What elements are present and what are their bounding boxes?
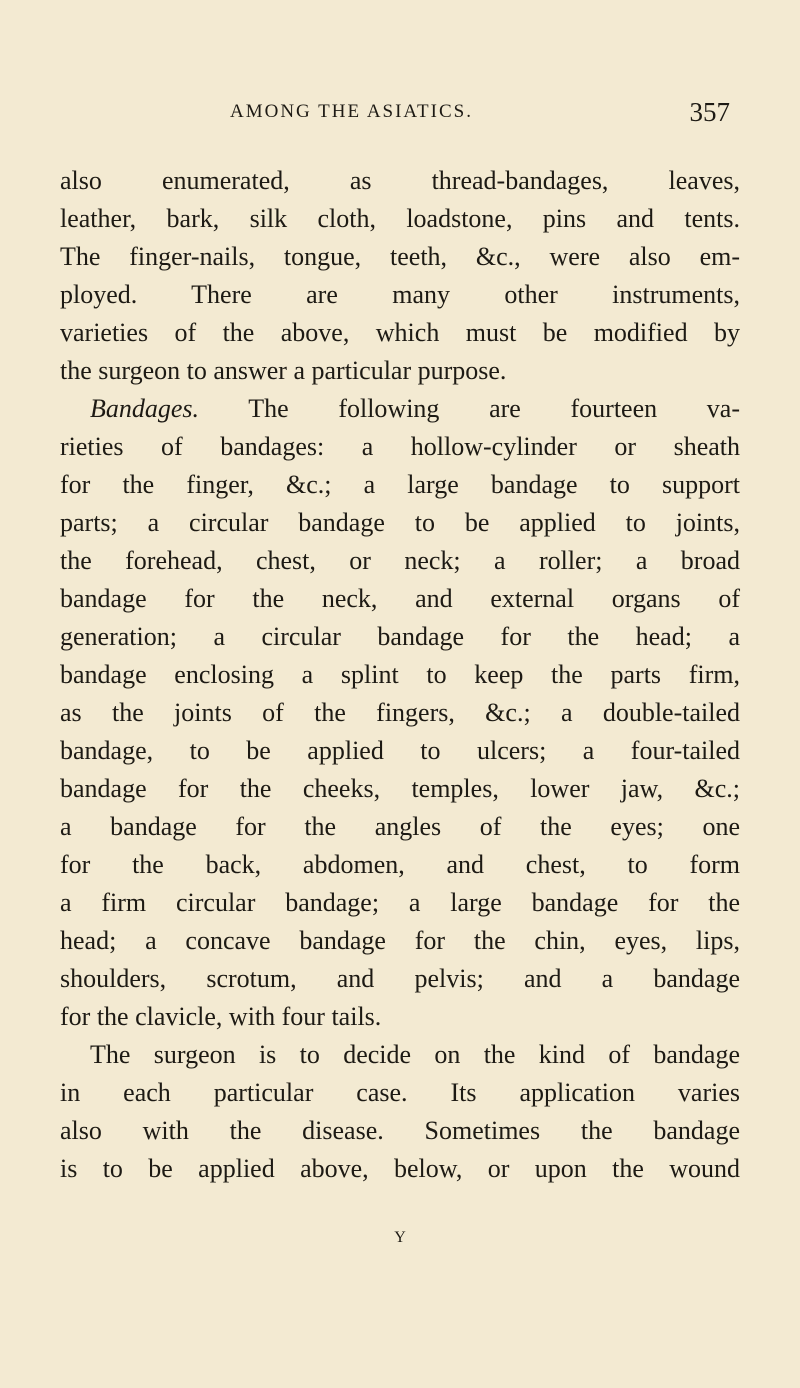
text-line: leather, bark, silk cloth, loadstone, pins and tents. <box>60 204 740 233</box>
page-header <box>200 92 730 132</box>
text-line: head; a concave bandage for the chin, eyes, lips, <box>60 926 740 955</box>
text-line: bandage, to be applied to ulcers; a four-tailed <box>60 736 740 765</box>
text-line: bandage for the cheeks, temples, lower jaw, &c.; <box>60 774 740 803</box>
text-line: for the finger, &c.; a large bandage to support <box>60 470 740 499</box>
paragraph-line: The surgeon is to decide on the kind of bandage <box>90 1040 740 1069</box>
text-line: ployed. There are many other instruments, <box>60 280 740 309</box>
text-run: The following are fourteen va- <box>199 394 740 423</box>
page-number: 357 <box>689 97 730 127</box>
signature-mark: Y <box>394 1229 406 1246</box>
text-line: the forehead, chest, or neck; a roller; a broad <box>60 546 740 575</box>
text-line: the surgeon to answer a particular purpose. <box>60 356 507 385</box>
text-line: bandage for the neck, and external organs of <box>60 584 740 613</box>
text-line: in each particular case. Its application varies <box>60 1078 740 1107</box>
running-head: AMONG THE ASIATICS. <box>230 101 473 122</box>
text-line: parts; a circular bandage to be applied to joints, <box>60 508 740 537</box>
text-line: bandage enclosing a splint to keep the parts firm, <box>60 660 740 689</box>
text-line: rieties of bandages: a hollow-cylinder or sheath <box>60 432 740 461</box>
text-line: a firm circular bandage; a large bandage for the <box>60 888 740 917</box>
section-heading: Bandages. <box>90 394 200 423</box>
paragraph-line <box>90 390 740 428</box>
text-line: is to be applied above, below, or upon the wound <box>60 1154 740 1183</box>
text-line: varieties of the above, which must be modified by <box>60 318 740 347</box>
text-line: generation; a circular bandage for the head; a <box>60 622 740 651</box>
text-line: also enumerated, as thread-bandages, leaves, <box>60 166 740 195</box>
text-line: for the clavicle, with four tails. <box>60 1002 382 1031</box>
text-line: a bandage for the angles of the eyes; one <box>60 812 740 841</box>
text-line: The finger-nails, tongue, teeth, &c., were also em- <box>60 242 740 271</box>
text-line: for the back, abdomen, and chest, to form <box>60 850 740 879</box>
text-line: as the joints of the fingers, &c.; a double-tailed <box>60 698 740 727</box>
text-line: shoulders, scrotum, and pelvis; and a bandage <box>60 964 740 993</box>
text-line: also with the disease. Sometimes the bandage <box>60 1116 740 1145</box>
